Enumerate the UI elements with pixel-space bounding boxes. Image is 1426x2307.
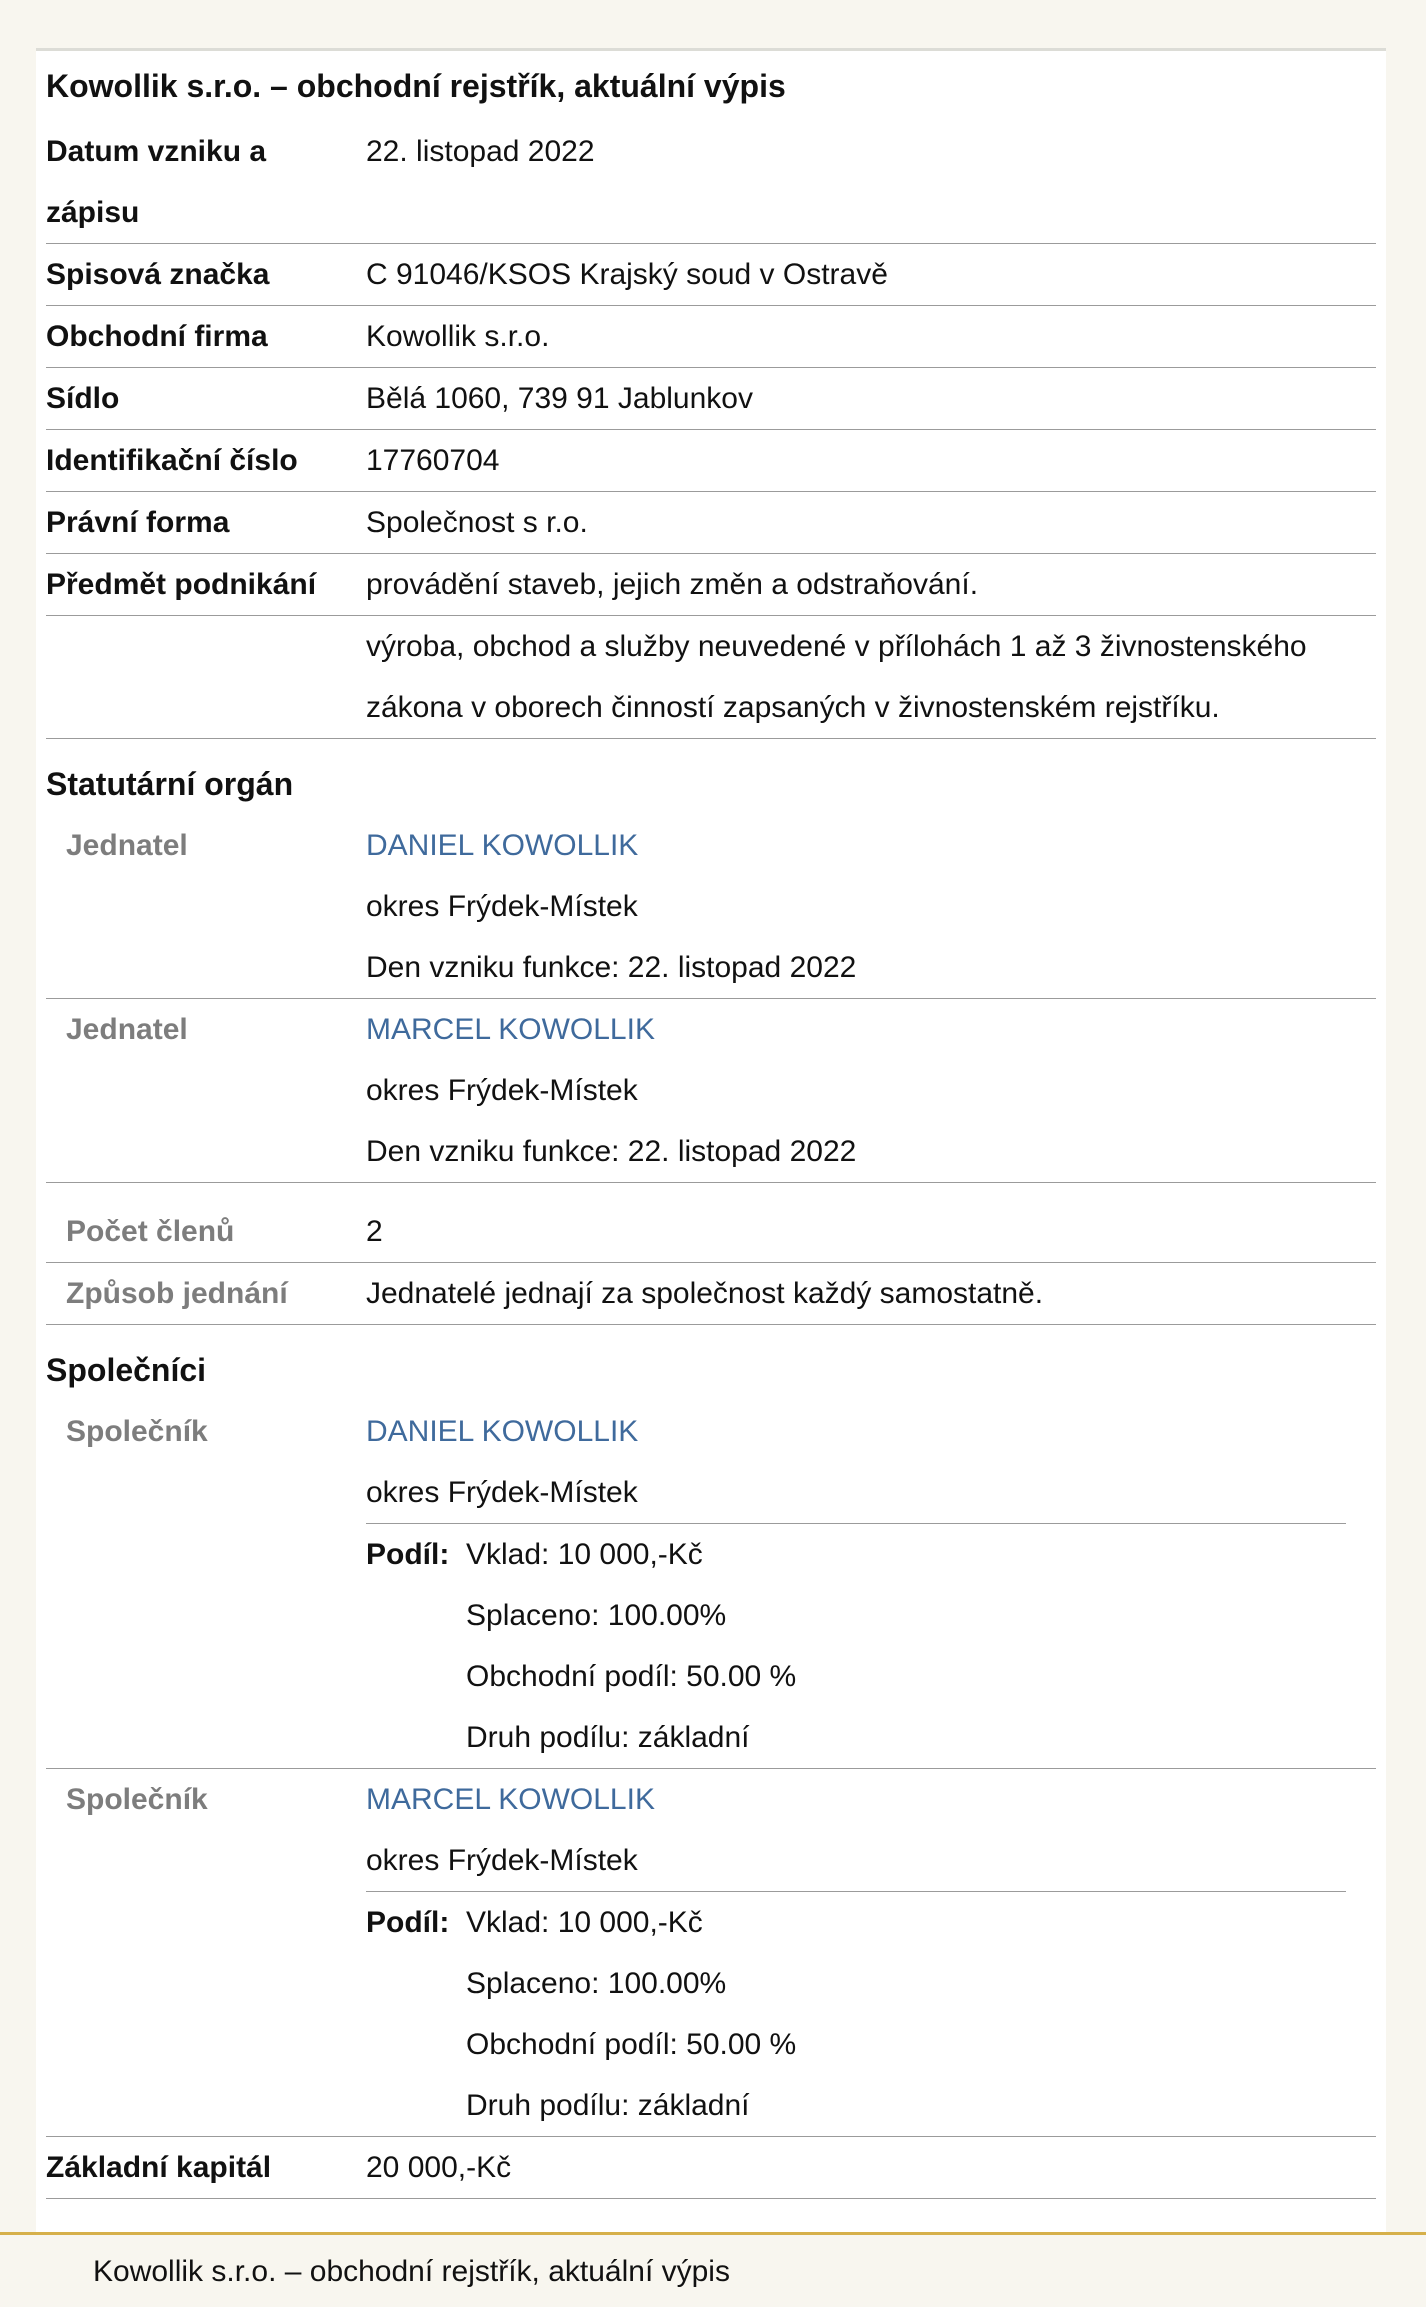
page-bottom-space	[36, 2199, 1386, 2235]
spolecnik-okres: okres Frýdek-Místek	[366, 1476, 638, 1509]
footer-bar	[0, 2232, 1426, 2307]
predmet-2-line-a: výroba, obchod a služby neuvedené v přílohách 1 až 3 živnostenského	[366, 630, 1307, 663]
pocet-label: Počet členů	[66, 1215, 235, 1248]
row-forma	[46, 492, 1376, 554]
spacer	[36, 1183, 1386, 1201]
predmet-label: Předmět podnikání	[46, 568, 317, 601]
firma-label: Obchodní firma	[46, 320, 268, 353]
row-ic	[46, 430, 1376, 492]
row-datum	[46, 121, 1376, 244]
spolecnik-role: Společník	[66, 1783, 208, 1816]
podil-vklad: Vklad: 10 000,-Kč	[466, 1906, 703, 1939]
datum-label-line1: Datum vzniku a	[46, 135, 267, 168]
kapital-label: Základní kapitál	[46, 2151, 272, 2184]
forma-label: Právní forma	[46, 506, 230, 539]
statutar-details	[366, 999, 1376, 1182]
spolecnik-details	[366, 1401, 1376, 1768]
spis-value: C 91046/KSOS Krajský soud v Ostravě	[366, 258, 888, 291]
podil-obchodni: Obchodní podíl: 50.00 %	[466, 2028, 797, 2061]
row-predmet-2	[46, 616, 1376, 739]
statutar-name-link[interactable]: DANIEL KOWOLLIK	[366, 829, 639, 862]
podil-vklad: Vklad: 10 000,-Kč	[466, 1538, 703, 1571]
ic-value: 17760704	[366, 444, 500, 477]
row-sidlo	[46, 368, 1376, 430]
spolecnik-okres: okres Frýdek-Místek	[366, 1844, 638, 1877]
registry-extract	[36, 48, 1386, 2235]
predmet-value-2	[366, 616, 1376, 738]
spolecnik-name-link[interactable]: MARCEL KOWOLLIK	[366, 1783, 655, 1816]
statutar-vznik: Den vzniku funkce: 22. listopad 2022	[366, 951, 857, 984]
sidlo-label: Sídlo	[46, 382, 120, 415]
podil-lines	[466, 1524, 796, 1768]
firma-value: Kowollik s.r.o.	[366, 320, 550, 353]
spis-label: Spisová značka	[46, 258, 270, 291]
zpusob-label: Způsob jednání	[66, 1277, 288, 1310]
spolecnik-details	[366, 1769, 1376, 2136]
spolecnik-role: Společník	[66, 1415, 208, 1448]
spolecnik-2	[46, 1769, 1376, 2137]
podil-obchodni: Obchodní podíl: 50.00 %	[466, 1660, 797, 1693]
section-spolecnici: Společníci	[46, 1352, 207, 1388]
datum-label	[46, 121, 366, 243]
statutar-details	[366, 815, 1376, 998]
row-zpusob	[46, 1263, 1376, 1325]
podil-druh: Druh podílu: základní	[466, 2089, 750, 2122]
predmet-2-line-b: zákona v oborech činností zapsaných v živnostenském rejstříku.	[366, 691, 1220, 724]
section-statutarni: Statutární orgán	[46, 766, 294, 802]
sidlo-value: Bělá 1060, 739 91 Jablunkov	[366, 382, 753, 415]
ic-label: Identifikační číslo	[46, 444, 298, 477]
statutar-okres: okres Frýdek-Místek	[366, 1074, 638, 1107]
row-pocet	[46, 1201, 1376, 1263]
podil-block	[366, 1523, 1346, 1768]
predmet-label-empty	[46, 616, 366, 738]
datum-value: 22. listopad 2022	[366, 135, 595, 168]
kapital-value: 20 000,-Kč	[366, 2151, 512, 2184]
statutar-role: Jednatel	[66, 829, 188, 862]
podil-splaceno: Splaceno: 100.00%	[466, 1967, 727, 2000]
statutar-member-2	[46, 999, 1376, 1183]
row-firma	[46, 306, 1376, 368]
podil-label: Podíl:	[366, 1538, 450, 1571]
spolecnik-name-link[interactable]: DANIEL KOWOLLIK	[366, 1415, 639, 1448]
statutar-member-1	[46, 815, 1376, 999]
row-predmet-1	[46, 554, 1376, 616]
page-title: Kowollik s.r.o. – obchodní rejstřík, aktuální výpis	[46, 68, 786, 104]
footer-title: Kowollik s.r.o. – obchodní rejstřík, aktuální výpis	[93, 2255, 730, 2288]
row-spis	[46, 244, 1376, 306]
spolecnik-1	[46, 1401, 1376, 1769]
datum-label-line2: zápisu	[46, 196, 140, 229]
podil-lines	[466, 1892, 796, 2136]
statutar-name-link[interactable]: MARCEL KOWOLLIK	[366, 1013, 655, 1046]
podil-druh: Druh podílu: základní	[466, 1721, 750, 1754]
statutar-okres: okres Frýdek-Místek	[366, 890, 638, 923]
forma-value: Společnost s r.o.	[366, 506, 588, 539]
podil-splaceno: Splaceno: 100.00%	[466, 1599, 727, 1632]
zpusob-value: Jednatelé jednají za společnost každý samostatně.	[366, 1277, 1044, 1310]
row-kapital	[46, 2137, 1376, 2199]
podil-label: Podíl:	[366, 1906, 450, 1939]
statutar-vznik: Den vzniku funkce: 22. listopad 2022	[366, 1135, 857, 1168]
predmet-value-1: provádění staveb, jejich změn a odstraňování.	[366, 568, 979, 601]
statutar-role: Jednatel	[66, 1013, 188, 1046]
podil-block	[366, 1891, 1346, 2136]
pocet-value: 2	[366, 1215, 383, 1248]
